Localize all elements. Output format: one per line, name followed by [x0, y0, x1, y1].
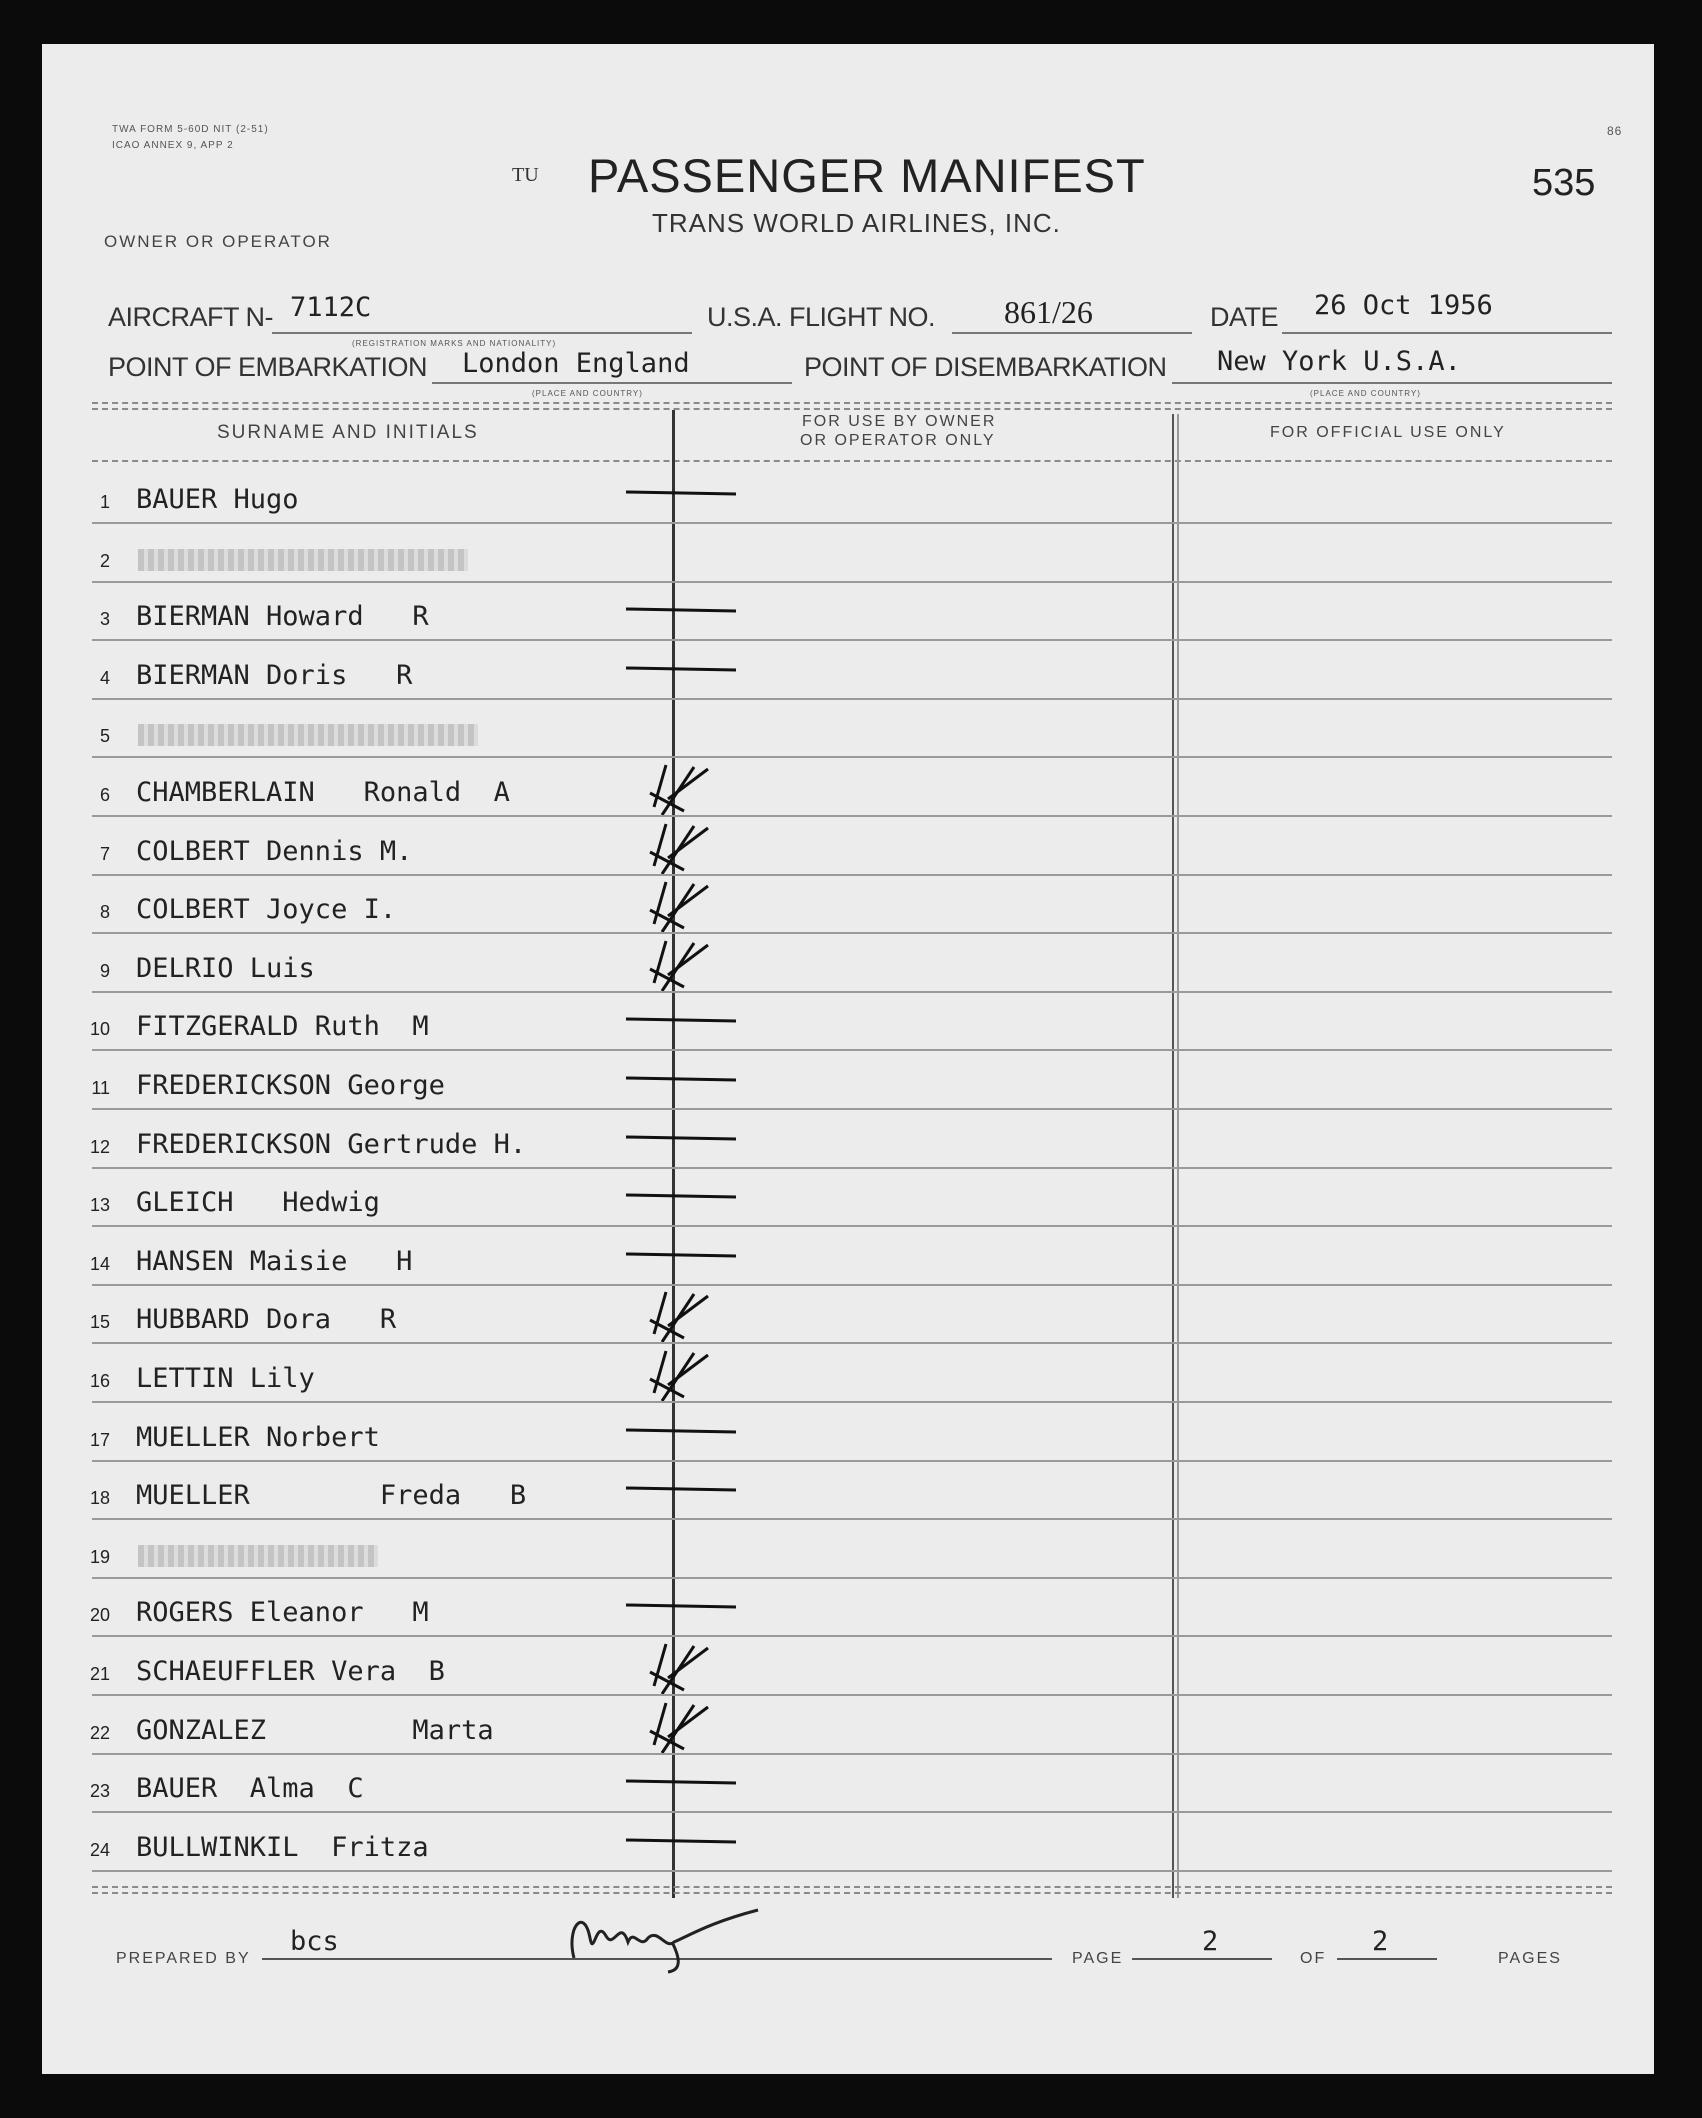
row-rule: [92, 874, 1612, 876]
check-cross-mark: [640, 761, 770, 821]
row-rule: [92, 698, 1612, 700]
row-number: 4: [99, 668, 110, 688]
redacted-name: [138, 1545, 378, 1567]
row-rule: [92, 1635, 1612, 1637]
aircraft-underline: [272, 332, 692, 334]
flight-value: 861/26: [1004, 294, 1093, 330]
check-cross-mark: [640, 1288, 770, 1348]
row-rule: [92, 1870, 1612, 1872]
date-value: 26 Oct 1956: [1314, 290, 1493, 321]
row-number: 2: [99, 551, 110, 571]
passenger-name: FREDERICKSON George: [136, 1070, 445, 1101]
of-label: OF: [1300, 1950, 1327, 1967]
passenger-name: LETTIN Lily: [136, 1363, 315, 1394]
signature: [562, 1898, 782, 1978]
prepared-value: bcs: [290, 1926, 339, 1957]
header-bottom-rule: [92, 460, 1612, 462]
passenger-name: COLBERT Dennis M.: [136, 836, 413, 867]
row-number: 1: [99, 492, 110, 512]
of-value: 2: [1372, 1926, 1389, 1957]
of-underline: [1337, 1958, 1437, 1960]
prepared-label: PREPARED BY: [116, 1950, 251, 1967]
row-rule: [92, 1049, 1612, 1051]
row-number: 20: [89, 1605, 110, 1625]
row-rule: [92, 522, 1612, 524]
col-header-owner-2: OR OPERATOR ONLY: [800, 432, 996, 449]
row-rule: [92, 1460, 1612, 1462]
aircraft-label: AIRCRAFT N-: [108, 302, 274, 332]
row-rule: [92, 932, 1612, 934]
check-cross-mark: [640, 937, 770, 997]
embark-sublabel: (PLACE AND COUNTRY): [532, 389, 643, 398]
row-number: 24: [89, 1840, 110, 1860]
passenger-name: FITZGERALD Ruth M: [136, 1011, 429, 1042]
check-line-mark: [622, 466, 752, 526]
col-divider-2: [1172, 414, 1174, 1898]
check-cross-mark: [640, 878, 770, 938]
passenger-name: FREDERICKSON Gertrude H.: [136, 1129, 527, 1160]
row-number: 14: [89, 1254, 110, 1274]
row-rule: [92, 1342, 1612, 1344]
passenger-name: BAUER Hugo: [136, 484, 299, 515]
row-number: 6: [99, 785, 110, 805]
sheet-number: 535: [1532, 162, 1596, 204]
pages-label: PAGES: [1498, 1950, 1562, 1967]
col-header-names: SURNAME AND INITIALS: [217, 422, 479, 443]
page-value: 2: [1202, 1926, 1219, 1957]
table-bottom-rule-2: [92, 1892, 1612, 1894]
row-number: 22: [89, 1723, 110, 1743]
flight-underline: [952, 332, 1192, 334]
passenger-name: DELRIO Luis: [136, 953, 315, 984]
disembark-underline: [1172, 382, 1612, 384]
check-line-mark: [622, 1169, 752, 1229]
row-number: 19: [89, 1547, 110, 1567]
row-rule: [92, 1284, 1612, 1286]
passenger-name: MUELLER Norbert: [136, 1422, 380, 1453]
row-number: 11: [91, 1078, 110, 1098]
passenger-name: GLEICH Hedwig: [136, 1187, 380, 1218]
check-line-mark: [622, 1579, 752, 1639]
title-prefix: TU: [512, 164, 539, 186]
check-line-mark: [622, 993, 752, 1053]
check-line-mark: [622, 1111, 752, 1171]
row-rule: [92, 1694, 1612, 1696]
embark-label: POINT OF EMBARKATION: [108, 352, 428, 382]
row-rule: [92, 1753, 1612, 1755]
flight-label: U.S.A. FLIGHT NO.: [707, 302, 936, 332]
table-top-rule: [92, 402, 1612, 404]
check-line-mark: [622, 1228, 752, 1288]
row-rule: [92, 1167, 1612, 1169]
check-cross-mark: [640, 1347, 770, 1407]
passenger-name: BIERMAN Howard R: [136, 601, 429, 632]
row-number: 9: [99, 961, 110, 981]
row-number: 16: [89, 1371, 110, 1391]
passenger-name: HANSEN Maisie H: [136, 1246, 413, 1277]
row-rule: [92, 991, 1612, 993]
check-cross-mark: [640, 1640, 770, 1700]
corner-mark: 86: [1607, 124, 1623, 138]
row-rule: [92, 639, 1612, 641]
check-line-mark: [622, 642, 752, 702]
row-rule: [92, 1108, 1612, 1110]
row-number: 17: [89, 1430, 110, 1450]
row-number: 18: [89, 1488, 110, 1508]
page-label: PAGE: [1072, 1950, 1124, 1967]
row-number: 15: [89, 1312, 110, 1332]
passenger-name: GONZALEZ Marta: [136, 1715, 494, 1746]
embark-underline: [432, 382, 792, 384]
disembark-sublabel: (PLACE AND COUNTRY): [1310, 389, 1421, 398]
aircraft-sublabel: (REGISTRATION MARKS AND NATIONALITY): [352, 339, 557, 348]
redacted-name: [138, 549, 468, 571]
company-name: TRANS WORLD AIRLINES, INC.: [652, 208, 1061, 238]
row-number: 23: [89, 1781, 110, 1801]
check-line-mark: [622, 1462, 752, 1522]
row-rule: [92, 1577, 1612, 1579]
col-header-official: FOR OFFICIAL USE ONLY: [1270, 424, 1506, 441]
table-top-rule-2: [92, 408, 1612, 410]
check-line-mark: [622, 1052, 752, 1112]
row-rule: [92, 1518, 1612, 1520]
check-cross-mark: [640, 820, 770, 880]
row-number: 8: [99, 902, 110, 922]
disembark-label: POINT OF DISEMBARKATION: [804, 352, 1167, 382]
form-ref-line1: TWA FORM 5-60D NIT (2-51): [112, 124, 269, 135]
row-number: 13: [89, 1195, 110, 1215]
row-number: 7: [99, 844, 110, 864]
row-rule: [92, 756, 1612, 758]
row-number: 3: [99, 609, 110, 629]
row-number: 10: [89, 1019, 110, 1039]
row-number: 21: [89, 1664, 110, 1684]
passenger-name: BAUER Alma C: [136, 1773, 364, 1804]
row-number: 5: [99, 726, 110, 746]
date-label: DATE: [1210, 302, 1279, 332]
passenger-name: BULLWINKIL Fritza: [136, 1832, 429, 1863]
embark-value: London England: [462, 348, 690, 379]
passenger-name: CHAMBERLAIN Ronald A: [136, 777, 510, 808]
aircraft-value: 7112C: [290, 292, 372, 323]
page-underline: [1132, 1958, 1272, 1960]
check-line-mark: [622, 583, 752, 643]
row-number: 12: [89, 1137, 110, 1157]
col-header-owner-1: FOR USE BY OWNER: [802, 413, 997, 430]
passenger-name: SCHAEUFFLER Vera B: [136, 1656, 445, 1687]
passenger-name: BIERMAN Doris R: [136, 660, 413, 691]
date-underline: [1282, 332, 1612, 334]
row-rule: [92, 1811, 1612, 1813]
owner-label: OWNER OR OPERATOR: [104, 232, 332, 251]
passenger-name: MUELLER Freda B: [136, 1480, 527, 1511]
disembark-value: New York U.S.A.: [1217, 346, 1461, 377]
col-divider-2b: [1177, 414, 1179, 1898]
page-title: PASSENGER MANIFEST: [588, 149, 1146, 202]
check-cross-mark: [640, 1699, 770, 1759]
form-ref-line2: ICAO ANNEX 9, APP 2: [112, 140, 234, 151]
passenger-name: HUBBARD Dora R: [136, 1304, 397, 1335]
manifest-sheet: [42, 44, 1654, 2074]
passenger-name: ROGERS Eleanor M: [136, 1597, 429, 1628]
redacted-name: [138, 724, 478, 746]
row-rule: [92, 581, 1612, 583]
row-rule: [92, 1225, 1612, 1227]
passenger-name: COLBERT Joyce I.: [136, 894, 397, 925]
check-line-mark: [622, 1755, 752, 1815]
check-line-mark: [622, 1814, 752, 1874]
row-rule: [92, 815, 1612, 817]
row-rule: [92, 1401, 1612, 1403]
check-line-mark: [622, 1404, 752, 1464]
table-bottom-rule: [92, 1886, 1612, 1888]
